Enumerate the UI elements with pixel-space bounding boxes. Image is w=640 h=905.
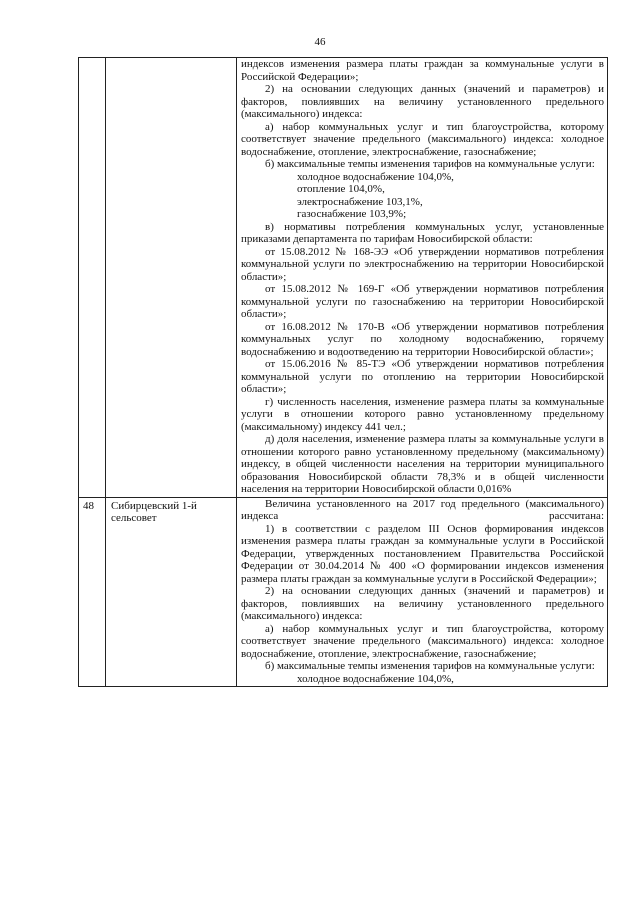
description-paragraph: а) набор коммунальных услуг и тип благоустройства, которому соответствует значение предельного (максимального) индекса: холодное водоснабжение, отопление, электроснабжение, газоснабжение;: [241, 622, 604, 660]
description-paragraph: в) нормативы потребления коммунальных услуг, установленные приказами департамента по тарифам Новосибирской области:: [241, 220, 604, 245]
description-paragraph: 1) в соответствии с разделом III Основ формирования индексов изменения размера платы граждан за коммунальные услуги в Российской Федерации, утвержденных постановлением Правительства Российской Федерации от 30.04.2014 № 400 «О формировании индексов изменения размера платы граждан за коммунальные услуги в Российской Федерации»;: [241, 522, 604, 585]
description-cell: [237, 58, 608, 498]
description-paragraph: отопление 104,0%,: [297, 183, 385, 195]
table-row: [79, 58, 608, 498]
municipality-cell: Сибирцевский 1-й сельсовет: [106, 497, 237, 687]
description-paragraph: холодное водоснабжение 104,0%,: [297, 672, 454, 685]
description-paragraph: холодное водоснабжение 104,0%,: [297, 170, 454, 183]
description-paragraph: от 15.08.2012 № 169-Г «Об утверждении нормативов потребления коммунальной услуги по газоснабжению на территории Новосибирской области»;: [241, 283, 604, 320]
description-paragraph: индексов изменения размера платы граждан за коммунальные услуги в Российской Федерации»;: [241, 58, 604, 83]
description-paragraph: 2) на основании следующих данных (значений и параметров) и факторов, повлиявших на величину установленного предельного (максимального) индекса:: [241, 585, 604, 622]
page-number: 46: [314, 36, 326, 48]
description-paragraph: б) максимальные темпы изменения тарифов на коммунальные услуги:: [265, 660, 595, 672]
description-paragraph: от 15.06.2016 № 85-ТЭ «Об утверждении нормативов потребления коммунальной услуги по отоплению на территории Новосибирской области»;: [241, 358, 604, 395]
description-paragraph: б) максимальные темпы изменения тарифов на коммунальные услуги:: [265, 158, 595, 170]
row-number-cell: 48: [79, 497, 106, 687]
description-paragraph: д) доля населения, изменение размера платы за коммунальные услуги в отношении которого равно установленному предельному (максимальному) индексу, в общей численности населения на территории муниципального образования Новосибирской области 78,3% и в общей численности населения на территории Новосибирской области 0,016%: [241, 433, 604, 495]
description-paragraph: от 16.08.2012 № 170-В «Об утверждении нормативов потребления коммунальных услуг по холодному водоснабжению, горячему водоснабжению и водоотведению на территории Новосибирской области»;: [241, 320, 604, 358]
municipality-cell: [106, 58, 237, 498]
description-paragraph: г) численность населения, изменение размера платы за коммунальные услуги в отношении которого равно установленному предельному (максимальному) индексу 441 чел.;: [241, 395, 604, 433]
row-number-cell: [79, 58, 106, 498]
description-paragraph: 2) на основании следующих данных (значений и параметров) и факторов, повлиявших на величину установленного предельного (максимального) индекса:: [241, 83, 604, 120]
description-paragraph: Величина установленного на 2017 год предельного (максимального) индекса рассчитана:: [241, 497, 604, 522]
tariff-index-table: [78, 57, 608, 687]
table-body: [79, 58, 608, 687]
description-paragraph: от 15.08.2012 № 168-ЭЭ «Об утверждении нормативов потребления коммунальной услуги по электроснабжению на территории Новосибирской области»;: [241, 245, 604, 283]
description-paragraph: газоснабжение 103,9%;: [297, 208, 407, 220]
description-paragraph: а) набор коммунальных услуг и тип благоустройства, которому соответствует значение предельного (максимального) индекса: холодное водоснабжение, отопление, электроснабжение, газоснабжение;: [241, 120, 604, 158]
table-row: [79, 497, 608, 687]
description-paragraph: электроснабжение 103,1%,: [297, 195, 423, 208]
description-cell: [237, 497, 608, 687]
